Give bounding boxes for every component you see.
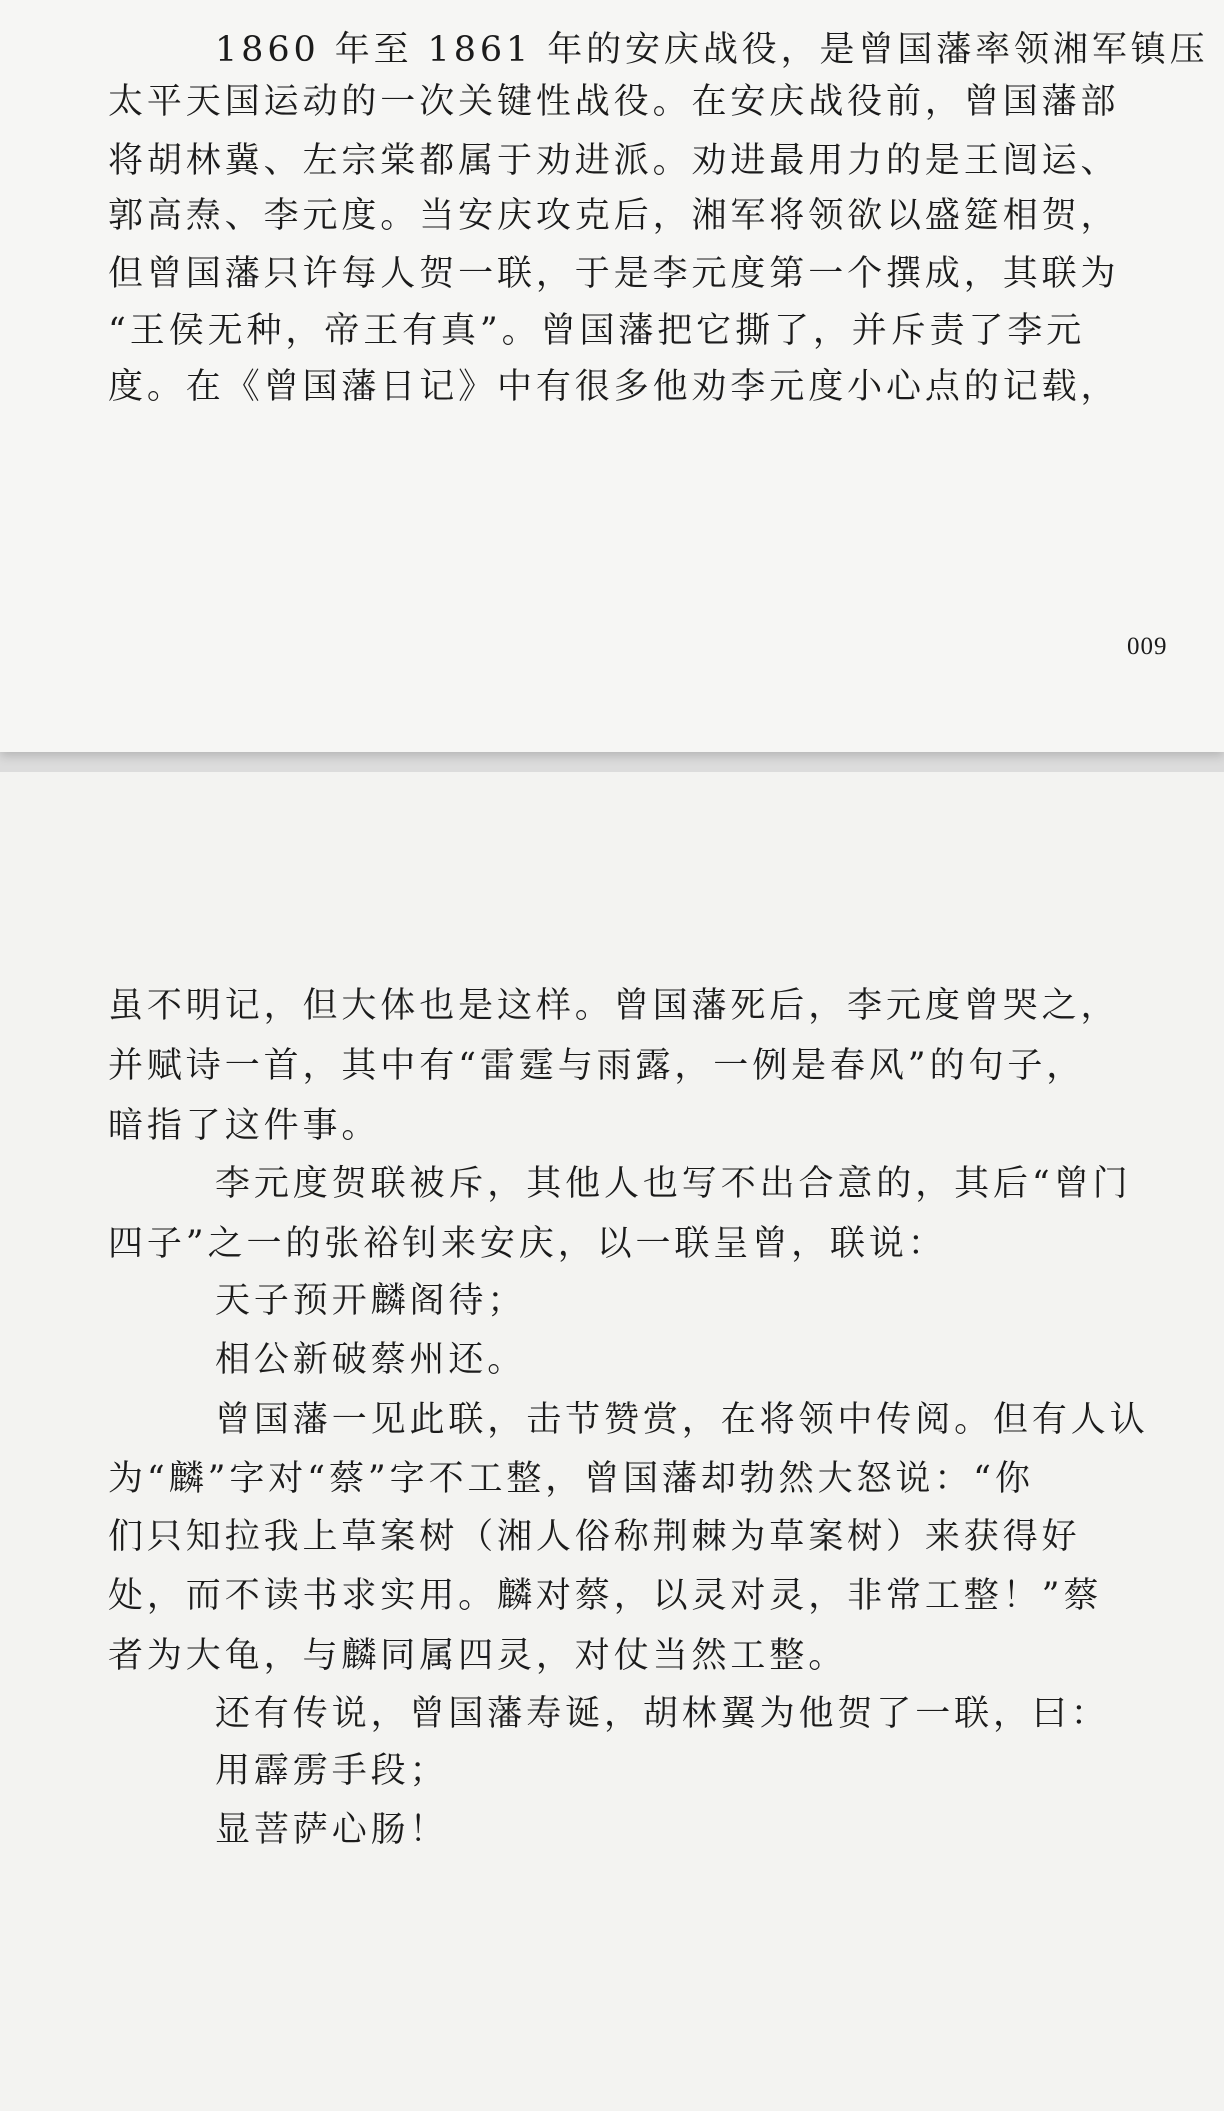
text-line: 并赋诗一首，其中有“雷霆与雨露，一例是春风”的句子， bbox=[108, 1046, 1086, 1086]
text-line: 还有传说，曾国藩寿诞，胡林翼为他贺了一联，曰： bbox=[215, 1694, 1110, 1734]
book-page-top bbox=[0, 0, 1224, 752]
text-line: 四子”之一的张裕钊来安庆，以一联呈曾，联说： bbox=[108, 1224, 947, 1264]
text-line: 曾国藩一见此联，击节赞赏，在将领中传阅。但有人认 bbox=[215, 1400, 1149, 1440]
couplet-line: 用霹雳手段； bbox=[215, 1751, 449, 1791]
couplet-line: 显菩萨心肠！ bbox=[215, 1810, 449, 1850]
text-line: 郭高焘、李元度。当安庆攻克后，湘军将领欲以盛筵相贺， bbox=[108, 196, 1120, 236]
text-line: “王侯无种，帝王有真”。曾国藩把它撕了，并斥责了李元 bbox=[108, 311, 1086, 351]
text-line: 1860 年至 1861 年的安庆战役，是曾国藩率领湘军镇压 bbox=[215, 30, 1209, 70]
text-line: 将胡林冀、左宗棠都属于劝进派。劝进最用力的是王闿运、 bbox=[108, 141, 1120, 181]
text-line: 但曾国藩只许每人贺一联，于是李元度第一个撰成，其联为 bbox=[108, 254, 1120, 294]
text-line: 暗指了这件事。 bbox=[108, 1106, 381, 1146]
text-line: 者为大龟，与麟同属四灵，对仗当然工整。 bbox=[108, 1636, 848, 1676]
text-line: 虽不明记，但大体也是这样。曾国藩死后，李元度曾哭之， bbox=[108, 986, 1120, 1026]
book-page-bottom bbox=[0, 772, 1224, 2111]
text-line: 为“麟”字对“蔡”字不工整，曾国藩却勃然大怒说：“你 bbox=[108, 1459, 1034, 1499]
text-line: 李元度贺联被斥，其他人也写不出合意的，其后“曾门 bbox=[215, 1164, 1132, 1204]
text-line: 处，而不读书求实用。麟对蔡，以灵对灵，非常工整！”蔡 bbox=[108, 1576, 1103, 1616]
couplet-line: 天子预开麟阁待； bbox=[215, 1281, 527, 1321]
text-line: 们只知拉我上草案树（湘人俗称荆棘为草案树）来获得好 bbox=[108, 1517, 1081, 1557]
text-line: 太平天国运动的一次关键性战役。在安庆战役前，曾国藩部 bbox=[108, 82, 1120, 122]
couplet-line: 相公新破蔡州还。 bbox=[215, 1340, 527, 1380]
text-line: 度。在《曾国藩日记》中有很多他劝李元度小心点的记载， bbox=[108, 367, 1120, 407]
page-number: 009 bbox=[1127, 633, 1168, 660]
